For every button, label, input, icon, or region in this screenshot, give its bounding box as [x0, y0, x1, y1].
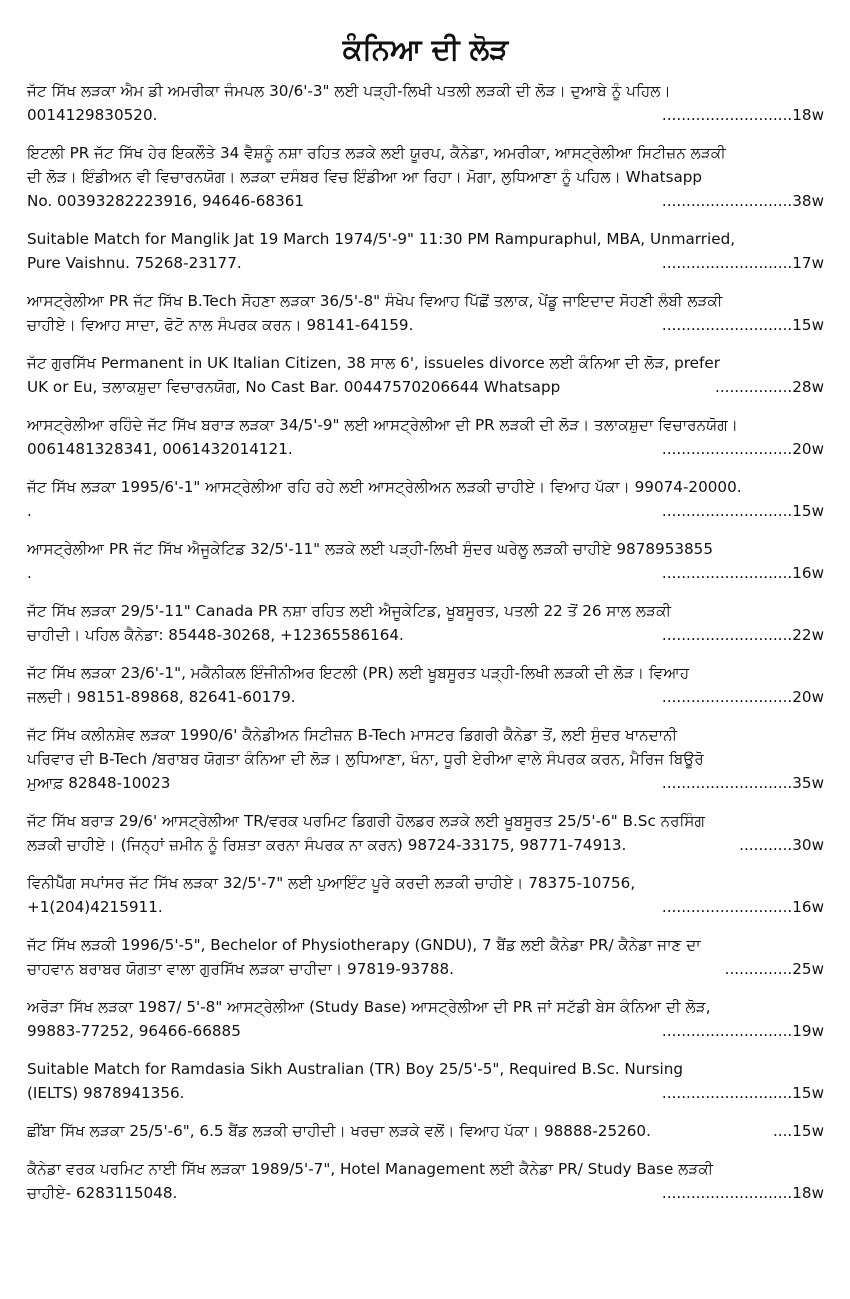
ad-text: ਅਰੋੜਾ ਸਿੱਖ ਲੜਕਾ 1987/ 5'-8" ਆਸਟ੍ਰੇਲੀਆ (Study Base) ਆਸਟ੍ਰੇਲੀਆ ਦੀ PR ਜਾਂ ਸਟੱਡੀ ਬੇਸ ਕੰਨਿਆ ਦੀ ਲੋੜ, [27, 998, 711, 1016]
ad-text: ਇਟਲੀ PR ਜੱਟ ਸਿੱਖ ਹੇਰ ਇਕਲੌਤੇ 34 ਵੈਸ਼ਨੂੰ ਨਸ਼ਾ ਰਹਿਤ ਲੜਕੇ ਲਈ ਯੂਰਪ, ਕੈਨੇਡਾ, ਅਮਰੀਕਾ, ਆਸਟ੍ਰੇਲੀਆ ਸਿਟੀਜ਼ਨ ਲੜਕੀ [27, 144, 726, 162]
ad-word-count: ...........................18w [661, 1184, 824, 1202]
ad-word-count: ...........................16w [661, 898, 824, 916]
ad-text: ਜੱਟ ਸਿੱਖ ਲੜਕਾ 1995/6'-1" ਆਸਟ੍ਰੇਲੀਆ ਰਹਿ ਰਹੇ ਲਈ ਆਸਟ੍ਰੇਲੀਅਨ ਲੜਕੀ ਚਾਹੀਏ। ਵਿਆਹ ਪੱਕਾ। 99074-20000. [27, 478, 742, 496]
ad-entry [27, 871, 824, 919]
ad-word-count: ...........................18w [661, 106, 824, 124]
ad-last-line [27, 437, 824, 461]
ad-last-line [27, 685, 824, 709]
ad-last-line [27, 189, 824, 213]
ad-word-count: ...........................35w [661, 774, 824, 792]
ad-text: 0014129830520. [27, 106, 158, 124]
ad-entry [27, 413, 824, 461]
ad-line [27, 871, 824, 895]
ad-entry [27, 475, 824, 523]
ad-line [27, 599, 824, 623]
ad-line [27, 141, 824, 165]
ad-line [27, 79, 824, 103]
ad-text: ਆਸਟ੍ਰੇਲੀਆ ਰਹਿੰਦੇ ਜੱਟ ਸਿੱਖ ਬਰਾੜ ਲੜਕਾ 34/5'-9" ਲਈ ਆਸਟ੍ਰੇਲੀਆ ਦੀ PR ਲੜਕੀ ਦੀ ਲੋੜ। ਤਲਾਕਸ਼ੁਦਾ ਵਿਚਾਰਨਯੋਗ। [27, 416, 739, 434]
ad-text: ਲੜਕੀ ਚਾਹੀਏ। (ਜਿਨ੍ਹਾਂ ਜ਼ਮੀਨ ਨੂੰ ਰਿਸ਼ਤਾ ਕਰਨਾ ਸੰਪਰਕ ਨਾ ਕਰਨ) 98724-33175, 98771-74913. [27, 836, 627, 854]
ad-text: ਜੱਟ ਗੁਰਸਿੱਖ Permanent in UK Italian Citizen, 38 ਸਾਲ 6', issueles divorce ਲਈ ਕੰਨਿਆ ਦੀ ਲੋੜ, prefer [27, 354, 720, 372]
ad-word-count: ...........................15w [661, 316, 824, 334]
ad-line [27, 537, 824, 561]
ad-line [27, 1157, 824, 1181]
ad-text: ਜੱਟ ਸਿੱਖ ਲੜਕਾ 23/6'-1", ਮਕੈਨੀਕਲ ਇੰਜੀਨੀਅਰ ਇਟਲੀ (PR) ਲਈ ਖੂਬਸੂਰਤ ਪੜ੍ਹੀ-ਲਿਖੀ ਲੜਕੀ ਦੀ ਲੋੜ। ਵਿਆਹ [27, 664, 690, 682]
ad-text: UK or Eu, ਤਲਾਕਸ਼ੁਦਾ ਵਿਚਾਰਨਯੋਗ, No Cast Bar. 00447570206644 Whatsapp [27, 378, 561, 396]
ad-text: ਚਾਹੀਏ- 6283115048. [27, 1184, 178, 1202]
ad-text: ਜੱਟ ਸਿੱਖ ਲੜਕਾ ਐਮ ਡੀ ਅਮਰੀਕਾ ਜੰਮਪਲ 30/6'-3" ਲਈ ਪੜ੍ਹੀ-ਲਿਖੀ ਪਤਲੀ ਲੜਕੀ ਦੀ ਲੋੜ। ਦੁਆਬੇ ਨੂੰ ਪਹਿਲ। [27, 82, 671, 100]
ad-text: . [27, 502, 32, 520]
page-title: ਕੰਨਿਆ ਦੀ ਲੋੜ [342, 32, 509, 66]
ad-last-line [27, 313, 824, 337]
ad-line [27, 289, 824, 313]
ad-last-line [27, 251, 824, 275]
ad-text: ਜੱਟ ਸਿੱਖ ਲੜਕਾ 29/5'-11" Canada PR ਨਸ਼ਾ ਰਹਿਤ ਲਈ ਐਜੂਕੇਟਿਡ, ਖੂਬਸੂਰਤ, ਪਤਲੀ 22 ਤੋਂ 26 ਸਾਲ ਲੜਕੀ [27, 602, 672, 620]
ad-text: ਜਲਦੀ। 98151-89868, 82641-60179. [27, 688, 296, 706]
ad-word-count: ...........................15w [661, 1084, 824, 1102]
ad-line [27, 413, 824, 437]
ad-text: Suitable Match for Manglik Jat 19 March 1974/5'-9" 11:30 PM Rampuraphul, MBA, Unmarried, [27, 230, 736, 248]
ad-entry [27, 289, 824, 337]
ad-entry [27, 995, 824, 1043]
ad-word-count: ...........................22w [661, 626, 824, 644]
ad-text: Pure Vaishnu. 75268-23177. [27, 254, 242, 272]
ad-line [27, 747, 824, 771]
ad-line [27, 933, 824, 957]
ad-last-line [27, 1119, 824, 1143]
ad-entry [27, 141, 824, 213]
ad-entry [27, 1057, 824, 1105]
ad-word-count: ...........................19w [661, 1022, 824, 1040]
ad-word-count: ...........................15w [661, 502, 824, 520]
ad-text: ਚਾਹਵਾਨ ਬਰਾਬਰ ਯੋਗਤਾ ਵਾਲਾ ਗੁਰਸਿੱਖ ਲੜਕਾ ਚਾਹੀਦਾ। 97819-93788. [27, 960, 454, 978]
ad-last-line [27, 375, 824, 399]
ad-text: 0061481328341, 0061432014121. [27, 440, 293, 458]
ad-line [27, 809, 824, 833]
ad-text: No. 00393282223916, 94646-68361 [27, 192, 305, 210]
ad-last-line [27, 1081, 824, 1105]
ad-text: ਵਿਨੀਪੈੱਗ ਸਪਾਂਸਰ ਜੱਟ ਸਿੱਖ ਲੜਕਾ 32/5'-7" ਲਈ ਪੁਆਇੰਟ ਪੂਰੇ ਕਰਦੀ ਲੜਕੀ ਚਾਹੀਏ। 78375-10756, [27, 874, 636, 892]
ad-text: ਚਾਹੀਦੀ। ਪਹਿਲ ਕੈਨੇਡਾ: 85448-30268, +12365586164. [27, 626, 404, 644]
ad-text: ਛੀਂਬਾ ਸਿੱਖ ਲੜਕਾ 25/5'-6", 6.5 ਬੈਂਡ ਲੜਕੀ ਚਾਹੀਦੀ। ਖਰਚਾ ਲੜਕੇ ਵਲੋਂ। ਵਿਆਹ ਪੱਕਾ। 98888-25260. [27, 1122, 651, 1140]
ad-entry [27, 1119, 824, 1143]
ad-text: ਜੱਟ ਸਿੱਖ ਬਰਾੜ 29/6' ਆਸਟ੍ਰੇਲੀਆ TR/ਵਰਕ ਪਰਮਿਟ ਡਿਗਰੀ ਹੋਲਡਰ ਲੜਕੇ ਲਈ ਖੂਬਸੂਰਤ 25/5'-6" B.Sc ਨਰਸਿੰਗ [27, 812, 706, 830]
ad-entry [27, 661, 824, 709]
ad-last-line [27, 623, 824, 647]
ad-text: ਪਰਿਵਾਰ ਦੀ B-Tech /ਬਰਾਬਰ ਯੋਗਤਾ ਕੰਨਿਆ ਦੀ ਲੋੜ। ਲੁਧਿਆਣਾ, ਖੰਨਾ, ਧੂਰੀ ਏਰੀਆ ਵਾਲੇ ਸੰਪਰਕ ਕਰਨ, ਮੈਰਿਜ ਬਿਊਰੋ [27, 750, 704, 768]
ad-entry [27, 933, 824, 981]
ad-text: ਜੱਟ ਸਿੱਖ ਕਲੀਨਸ਼ੇਵ ਲੜਕਾ 1990/6' ਕੈਨੇਡੀਅਨ ਸਿਟੀਜ਼ਨ B-Tech ਮਾਸਟਰ ਡਿਗਰੀ ਕੈਨੇਡਾ ਤੋਂ, ਲਈ ਸੁੰਦਰ ਖਾਨਦਾਨੀ [27, 726, 678, 744]
ad-entry [27, 599, 824, 647]
ad-line [27, 661, 824, 685]
ad-word-count: ...........................20w [661, 688, 824, 706]
ad-last-line [27, 771, 824, 795]
ad-entry [27, 351, 824, 399]
ad-text: ਕੈਨੇਡਾ ਵਰਕ ਪਰਮਿਟ ਨਾਈ ਸਿੱਖ ਲੜਕਾ 1989/5'-7", Hotel Management ਲਈ ਕੈਨੇਡਾ PR/ Study Base ਲੜਕੀ [27, 1160, 714, 1178]
ad-last-line [27, 895, 824, 919]
ad-line [27, 723, 824, 747]
ad-last-line [27, 499, 824, 523]
ad-text: ਮੁਆਫ਼ 82848-10023 [27, 774, 171, 792]
ad-word-count: ................28w [715, 378, 824, 396]
ad-entry [27, 723, 824, 795]
ad-word-count: ...........30w [739, 836, 824, 854]
ad-last-line [27, 833, 824, 857]
ad-word-count: ...........................16w [661, 564, 824, 582]
ad-entry [27, 79, 824, 127]
ad-last-line [27, 957, 824, 981]
ad-last-line [27, 561, 824, 585]
ad-entry [27, 227, 824, 275]
ad-text: ਆਸਟ੍ਰੇਲੀਆ PR ਜੱਟ ਸਿੱਖ ਐਜੂਕੇਟਿਡ 32/5'-11" ਲੜਕੇ ਲਈ ਪੜ੍ਹੀ-ਲਿਖੀ ਸੁੰਦਰ ਘਰੇਲੂ ਲੜਕੀ ਚਾਹੀਏ 9878953855 [27, 540, 714, 558]
ad-text: ਜੱਟ ਸਿੱਖ ਲੜਕੀ 1996/5'-5", Bechelor of Physiotherapy (GNDU), 7 ਬੈਂਡ ਲਈ ਕੈਨੇਡਾ PR/ ਕੈਨੇਡਾ ਜਾਣ ਦਾ [27, 936, 701, 954]
ads-list [27, 79, 824, 1219]
ad-entry [27, 537, 824, 585]
ad-last-line [27, 1019, 824, 1043]
ad-word-count: ....15w [772, 1122, 824, 1140]
ad-text: ਦੀ ਲੋੜ। ਇੰਡੀਅਨ ਵੀ ਵਿਚਾਰਨਯੋਗ। ਲੜਕਾ ਦਸੰਬਰ ਵਿਚ ਇੰਡੀਆ ਆ ਰਿਹਾ। ਮੋਗਾ, ਲੁਧਿਆਣਾ ਨੂੰ ਪਹਿਲ। Whatsapp [27, 168, 703, 186]
ad-word-count: ...........................38w [661, 192, 824, 210]
ad-line [27, 995, 824, 1019]
ad-line [27, 351, 824, 375]
ad-text: Suitable Match for Ramdasia Sikh Australian (TR) Boy 25/5'-5", Required B.Sc. Nursing [27, 1060, 683, 1078]
ad-line [27, 165, 824, 189]
ad-word-count: ..............25w [724, 960, 824, 978]
ad-text: ਚਾਹੀਏ। ਵਿਆਹ ਸਾਦਾ, ਫੋਟੋ ਨਾਲ ਸੰਪਰਕ ਕਰਨ। 98141-64159. [27, 316, 414, 334]
ad-entry [27, 809, 824, 857]
ad-line [27, 1057, 824, 1081]
ad-last-line [27, 1181, 824, 1205]
ad-text: +1(204)4215911. [27, 898, 163, 916]
ad-entry [27, 1157, 824, 1205]
ad-word-count: ...........................20w [661, 440, 824, 458]
ad-line [27, 475, 824, 499]
ad-word-count: ...........................17w [661, 254, 824, 272]
ad-text: (IELTS) 9878941356. [27, 1084, 185, 1102]
ad-last-line [27, 103, 824, 127]
ad-text: 99883-77252, 96466-66885 [27, 1022, 241, 1040]
ad-text: ਆਸਟ੍ਰੇਲੀਆ PR ਜੱਟ ਸਿੱਖ B.Tech ਸੋਹਣਾ ਲੜਕਾ 36/5'-8" ਸੰਖੇਪ ਵਿਆਹ ਪਿੱਛੋਂ ਤਲਾਕ, ਪੇਂਡੂ ਜਾਇਦਾਦ ਸੋਹਣੀ ਲੰਬੀ ਲੜਕੀ [27, 292, 723, 310]
ad-line [27, 227, 824, 251]
ad-text: . [27, 564, 32, 582]
